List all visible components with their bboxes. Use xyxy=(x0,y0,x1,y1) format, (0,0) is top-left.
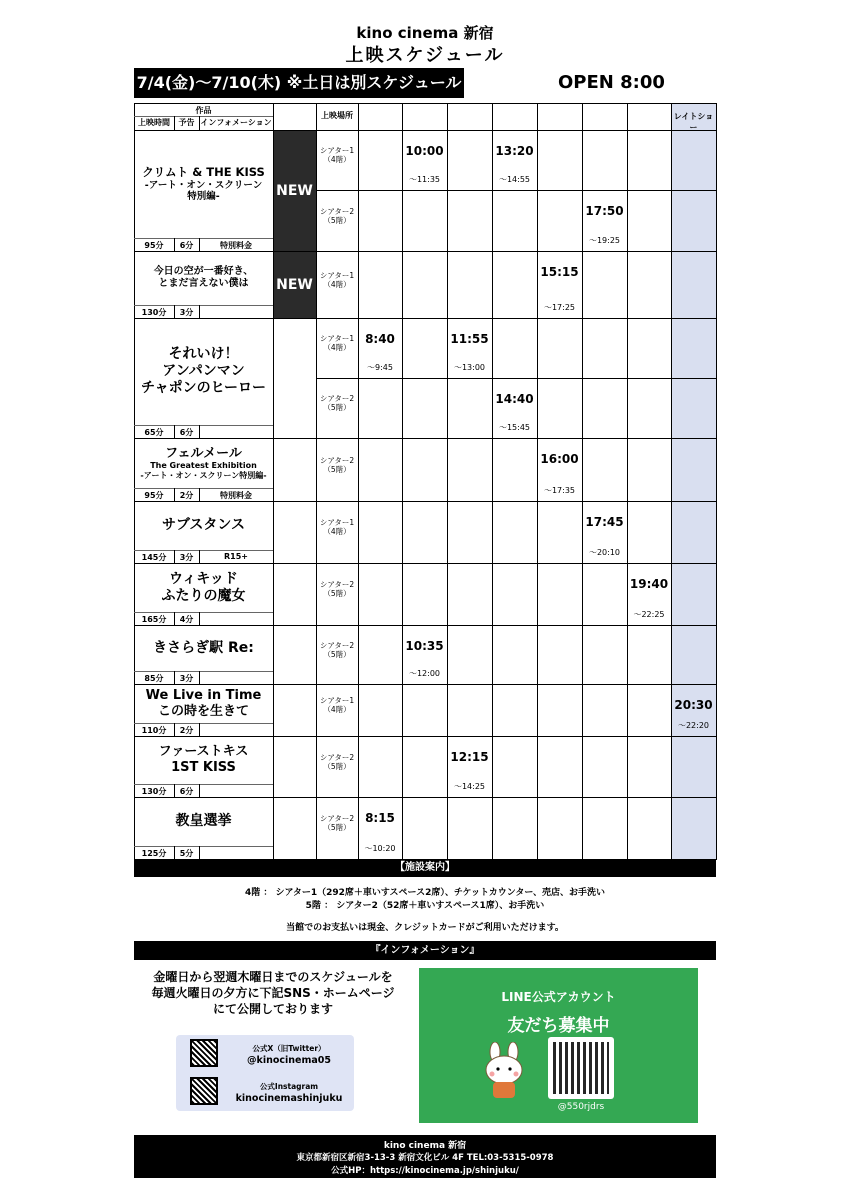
movie-title-line: ウィキッド xyxy=(169,570,238,587)
grid-line xyxy=(134,612,273,613)
showtime-end: 〜20:10 xyxy=(588,548,621,557)
grid-line xyxy=(134,305,273,306)
grid-line xyxy=(199,612,200,625)
theater-label xyxy=(316,696,358,715)
trailer-time: 2分 xyxy=(179,491,194,500)
trailer-time: 6分 xyxy=(179,241,194,250)
movie-title-line: The Greatest Exhibition xyxy=(150,461,257,471)
movie-title[interactable] xyxy=(134,736,273,784)
grid-line xyxy=(199,305,200,318)
line-cta: 友だち募集中 xyxy=(507,1016,610,1036)
grid-line xyxy=(199,116,200,130)
trailer-time: 3分 xyxy=(179,553,194,562)
runtime: 145分 xyxy=(141,553,167,562)
x-account[interactable]: @kinocinema05 xyxy=(247,1055,331,1066)
sns-box xyxy=(176,1035,354,1111)
showtime-end: 〜13:00 xyxy=(453,363,486,372)
header-information: インフォメーション xyxy=(200,118,272,127)
movie-title-line: 特別編- xyxy=(187,190,220,202)
showtime-start[interactable]: 11:55 xyxy=(450,332,489,346)
movie-info: R15+ xyxy=(224,552,248,561)
theater-label xyxy=(316,394,358,413)
theater-text: シアター2 xyxy=(319,640,355,650)
movie-title-line: We Live in Time xyxy=(145,687,262,703)
movie-title-line: サブスタンス xyxy=(161,517,246,534)
grid-line xyxy=(134,103,716,104)
grid-line xyxy=(273,103,274,860)
showtime-end: 〜12:00 xyxy=(408,669,441,678)
footer xyxy=(134,1135,716,1178)
movie-title[interactable] xyxy=(134,563,273,612)
x-label: 公式X（旧Twitter） xyxy=(252,1044,326,1053)
trailer-time: 6分 xyxy=(179,787,194,796)
grid-line xyxy=(134,238,273,239)
theater-text: シアター1 xyxy=(319,334,355,343)
header-venue: 上映場所 xyxy=(321,111,353,120)
header-late-show: レイトショー xyxy=(673,112,714,132)
line-qr-code[interactable] xyxy=(548,1037,614,1099)
movie-title[interactable] xyxy=(134,684,273,723)
update-note-3: にて公開しております xyxy=(212,1002,333,1016)
movie-title-line: それいけ！ xyxy=(168,346,239,363)
theater-label xyxy=(316,641,358,660)
runtime: 130分 xyxy=(141,787,167,796)
grid-line xyxy=(134,846,273,847)
showtime-start[interactable]: 17:45 xyxy=(585,515,624,529)
movie-title-line: -アート・オン・スクリーン特別編- xyxy=(140,470,267,480)
theater-text: シアター2 xyxy=(319,752,355,762)
movie-title-line: この時を生きて xyxy=(157,703,249,719)
theater-text: シアター1 xyxy=(319,696,355,705)
new-badge: NEW xyxy=(273,130,316,251)
grid-line xyxy=(199,846,200,859)
theater-label xyxy=(316,271,358,290)
cinema-name: kino cinema 新宿 xyxy=(356,24,494,42)
update-note-2: 毎週火曜日の夕方に下記SNS・ホームページ xyxy=(151,986,395,1000)
instagram-qr-code[interactable] xyxy=(190,1077,218,1105)
grid-line xyxy=(716,103,717,860)
showtime-end: 〜22:20 xyxy=(677,721,710,730)
header-runtime: 上映時間 xyxy=(138,118,170,127)
theater-label xyxy=(316,456,358,475)
movie-title-line: フェルメール xyxy=(165,445,242,461)
grid-line xyxy=(199,784,200,797)
showtime-end: 〜9:45 xyxy=(367,363,393,372)
footer-address: 東京都新宿区新宿3-13-3 新宿文化ビル 4F TEL:03-5315-0978 xyxy=(296,1153,554,1163)
showtime-start[interactable]: 15:15 xyxy=(540,265,579,279)
page-title: 上映スケジュール xyxy=(345,45,505,66)
showtime-start[interactable]: 12:15 xyxy=(450,750,489,764)
showtime-end: 〜14:55 xyxy=(498,175,531,184)
showtime-start[interactable]: 10:35 xyxy=(405,639,444,653)
facility-bar: 【施設案内】 xyxy=(134,859,716,877)
runtime: 65分 xyxy=(144,428,164,437)
footer-name: kino cinema 新宿 xyxy=(383,1141,467,1151)
showtime-end: 〜10:20 xyxy=(364,844,396,853)
showtime-end: 〜17:35 xyxy=(543,486,576,495)
theater-text: シアター1 xyxy=(319,270,355,280)
showtime-start[interactable]: 8:40 xyxy=(365,332,395,346)
new-badge: NEW xyxy=(273,251,316,318)
facility-floor4: 4階 ： シアター1（292席＋車いすスペース2席）、チケットカウンター、売店、お手洗い xyxy=(244,888,606,898)
theater-text: （5階） xyxy=(323,823,351,833)
showtime-start[interactable]: 16:00 xyxy=(540,452,579,466)
grid-line xyxy=(134,671,273,672)
theater-text: （5階） xyxy=(323,589,351,599)
theater-label xyxy=(316,814,358,833)
footer-hp-link[interactable]: 公式HP：https://kinocinema.jp/shinjuku/ xyxy=(331,1166,519,1176)
theater-text: シアター2 xyxy=(319,580,355,589)
showtime-start[interactable]: 13:20 xyxy=(495,144,534,158)
showtime-end: 〜17:25 xyxy=(543,303,576,312)
grid-line xyxy=(358,103,359,860)
movie-title[interactable] xyxy=(134,318,273,425)
showtime-start[interactable]: 17:50 xyxy=(585,204,624,218)
movie-info: 特別料金 xyxy=(220,491,252,500)
showtime-end: 〜15:45 xyxy=(498,423,531,432)
grid-line xyxy=(134,784,273,785)
grid-line xyxy=(316,378,716,379)
showtime-end: 〜14:25 xyxy=(453,782,486,791)
runtime: 95分 xyxy=(144,241,164,250)
qr-pattern xyxy=(553,1042,609,1094)
theater-text: （5階） xyxy=(323,403,351,413)
runtime: 95分 xyxy=(144,491,164,500)
movie-title[interactable] xyxy=(134,797,273,846)
movie-title[interactable] xyxy=(134,625,273,671)
grid-line xyxy=(134,425,273,426)
showtime-start[interactable]: 14:40 xyxy=(495,392,534,406)
showtime-end: 〜22:25 xyxy=(633,610,665,619)
theater-label xyxy=(316,334,358,353)
movie-title-line: クリムト & THE KISS xyxy=(142,164,265,179)
theater-text: シアター1 xyxy=(319,518,355,527)
showtime-end: 〜19:25 xyxy=(588,236,621,245)
movie-title-line: -アート・オン・スクリーン xyxy=(144,179,263,191)
movie-title-line: チャポンのヒーロー xyxy=(140,379,267,396)
movie-title[interactable] xyxy=(134,251,273,305)
trailer-time: 3分 xyxy=(179,308,194,317)
theater-label xyxy=(316,207,358,226)
grid-line xyxy=(402,103,403,860)
grid-line xyxy=(316,190,716,191)
header-trailer: 予告 xyxy=(178,118,195,127)
theater-text: シアター2 xyxy=(319,455,355,465)
movie-title[interactable] xyxy=(134,438,273,488)
movie-title[interactable] xyxy=(134,130,273,238)
movie-title-line: ふたりの魔女 xyxy=(161,587,246,604)
theater-label xyxy=(316,146,358,165)
showtime-start[interactable]: 19:40 xyxy=(629,577,669,591)
runtime: 165分 xyxy=(141,615,167,624)
theater-text: （5階） xyxy=(323,464,351,474)
movie-title-line: 今日の空が一番好き、 xyxy=(153,266,254,277)
movie-title-line: ファーストキス xyxy=(158,744,249,760)
theater-text: シアター2 xyxy=(319,206,355,216)
theater-text: （4階） xyxy=(323,343,351,353)
information-bar: 『インフォメーション』 xyxy=(134,941,716,960)
header-work: 作品 xyxy=(195,106,212,115)
theater-text: （5階） xyxy=(323,649,351,659)
theater-text: （4階） xyxy=(323,527,351,537)
theater-text: （4階） xyxy=(323,155,351,165)
runtime: 130分 xyxy=(141,308,167,317)
runtime: 125分 xyxy=(141,849,167,858)
update-note-1: 金曜日から翌週木曜日までのスケジュールを xyxy=(153,970,393,984)
grid-line xyxy=(492,103,493,860)
grid-line xyxy=(199,723,200,736)
showtime-start[interactable]: 20:30 xyxy=(674,698,713,712)
runtime: 110分 xyxy=(141,726,167,735)
theater-label xyxy=(316,753,358,772)
trailer-time: 6分 xyxy=(179,428,194,437)
trailer-time: 2分 xyxy=(179,726,194,735)
theater-text: （4階） xyxy=(323,279,351,289)
trailer-time: 3分 xyxy=(179,674,194,683)
runtime: 85分 xyxy=(144,674,164,683)
line-account-box xyxy=(419,968,698,1123)
showtime-end: 〜11:35 xyxy=(408,175,441,184)
grid-line xyxy=(199,671,200,684)
instagram-account[interactable]: kinocinemashinjuku xyxy=(235,1093,343,1104)
theater-text: シアター1 xyxy=(319,146,355,155)
grid-line xyxy=(627,103,628,860)
showtime-start[interactable]: 8:15 xyxy=(365,811,395,825)
theater-text: （5階） xyxy=(323,215,351,225)
grid-line xyxy=(134,550,273,551)
movie-title-line: アンパンマン xyxy=(162,363,245,380)
theater-text: シアター2 xyxy=(319,814,355,823)
grid-line xyxy=(199,425,200,438)
movie-title-line: きさらぎ駅 Re: xyxy=(153,639,254,656)
movie-title-line: 1ST KISS xyxy=(171,760,236,775)
trailer-time: 4分 xyxy=(179,615,194,624)
grid-line xyxy=(134,723,273,724)
instagram-label: 公式Instagram xyxy=(259,1082,319,1091)
theater-label xyxy=(316,518,358,537)
trailer-time: 5分 xyxy=(179,849,194,858)
theater-label xyxy=(316,580,358,599)
movie-title-line: とまだ言えない僕は xyxy=(158,278,249,289)
theater-text: （4階） xyxy=(323,705,351,715)
grid-line xyxy=(134,116,273,117)
theater-text: シアター2 xyxy=(319,394,355,403)
line-id[interactable]: @550rjdrs xyxy=(557,1102,605,1112)
theater-text: （5階） xyxy=(323,761,351,771)
late-show-column xyxy=(671,103,716,860)
rabbit-mascot-icon xyxy=(477,1042,531,1102)
facility-floor5: 5階 ： シアター2（52席＋車いすスペース1席）、お手洗い xyxy=(305,901,545,911)
movie-title-line: 教皇選挙 xyxy=(175,813,232,830)
payment-note: 当館でのお支払いは現金、クレジットカードがご利用いただけます。 xyxy=(286,923,564,933)
x-qr-code[interactable] xyxy=(190,1039,218,1067)
grid-line xyxy=(134,488,273,489)
open-time: OPEN 8:00 xyxy=(558,72,665,93)
grid-line xyxy=(671,103,672,860)
grid-line xyxy=(537,103,538,860)
movie-title[interactable] xyxy=(134,501,273,550)
period-banner: 7/4(金)〜7/10(木) ※土日は別スケジュール xyxy=(134,68,464,98)
grid-line xyxy=(447,103,448,860)
showtime-start[interactable]: 10:00 xyxy=(405,144,444,158)
grid-line xyxy=(174,116,175,130)
movie-info: 特別料金 xyxy=(220,241,252,250)
line-title: LINE公式アカウント xyxy=(501,990,616,1004)
